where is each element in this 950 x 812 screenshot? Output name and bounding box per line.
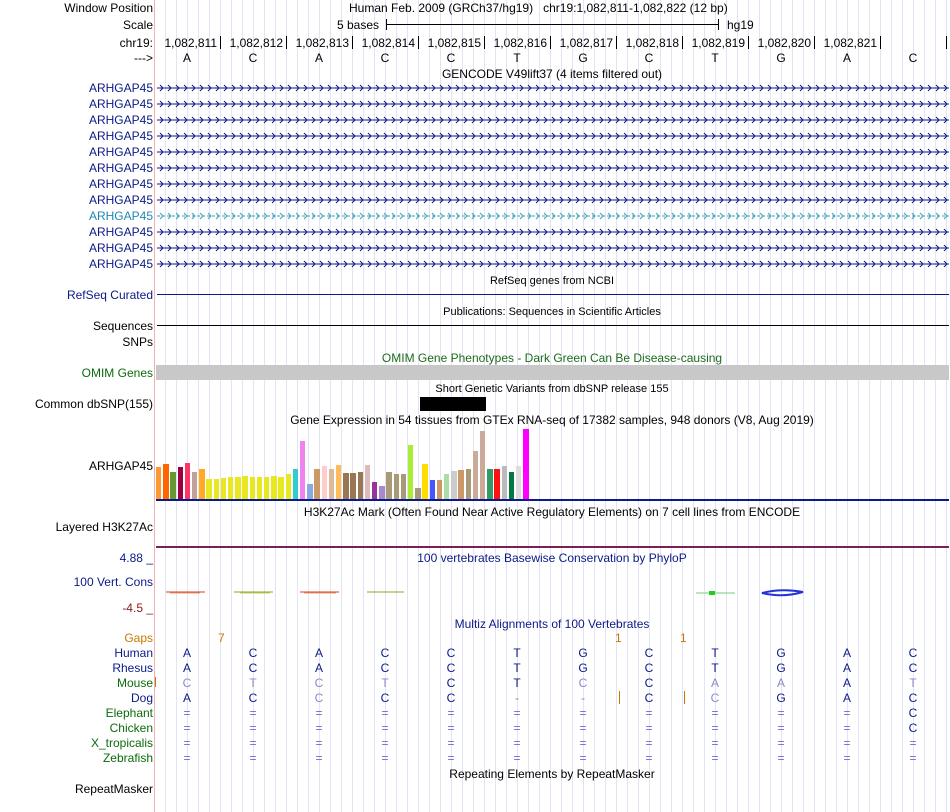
reference-base[interactable]: G: [776, 51, 786, 65]
gap-mark: [619, 691, 620, 704]
gtex-title[interactable]: Gene Expression in 54 tissues from GTEx RNA-seq of 17382 samples, 948 donors (V8, Aug 2019): [290, 413, 814, 427]
multiz-base: =: [249, 721, 257, 735]
h3k27ac-label[interactable]: Layered H3K27Ac: [55, 520, 153, 534]
multiz-base: =: [447, 721, 455, 735]
multiz-base: =: [579, 736, 587, 750]
multiz-base: =: [249, 706, 257, 720]
multiz-base: C: [248, 646, 258, 660]
ruler-coordinate: 1,082,815: [427, 36, 481, 50]
multiz-base: T: [249, 676, 257, 690]
phylop-min: -4.5 _: [122, 601, 153, 615]
multiz-base: =: [381, 721, 389, 735]
dbsnp-title[interactable]: Short Genetic Variants from dbSNP release 155: [435, 383, 669, 395]
multiz-base: =: [183, 721, 191, 735]
gap-mark: [684, 691, 685, 704]
gencode-gene-label[interactable]: ARHGAP45: [88, 161, 153, 175]
gencode-gene-label[interactable]: ARHGAP45: [88, 113, 153, 127]
gencode-gene-label[interactable]: ARHGAP45: [88, 257, 153, 271]
multiz-base: C: [908, 661, 918, 675]
multiz-base: =: [645, 721, 653, 735]
multiz-base: =: [447, 736, 455, 750]
multiz-base: T: [909, 676, 917, 690]
multiz-base: C: [644, 661, 654, 675]
ruler-coordinate: 1,082,818: [625, 36, 679, 50]
ruler-coordinate: 1,082,812: [229, 36, 283, 50]
gap-count: 1: [680, 631, 687, 645]
multiz-base: =: [381, 706, 389, 720]
multiz-base: =: [579, 751, 587, 765]
multiz-species-label[interactable]: Zebrafish: [102, 751, 153, 765]
multiz-base: =: [183, 751, 191, 765]
omim-title[interactable]: OMIM Gene Phenotypes - Dark Green Can Be Disease-causing: [381, 351, 723, 365]
reference-base[interactable]: T: [513, 51, 521, 65]
reference-base[interactable]: A: [842, 51, 851, 65]
multiz-species-label[interactable]: Dog: [130, 691, 153, 705]
phylop-max: 4.88 _: [119, 551, 153, 565]
multiz-species-label[interactable]: Rhesus: [112, 661, 153, 675]
reference-base[interactable]: A: [182, 51, 191, 65]
repeatmasker-label[interactable]: RepeatMasker: [74, 782, 153, 796]
multiz-base: =: [513, 706, 521, 720]
multiz-base: =: [909, 736, 917, 750]
gencode-title[interactable]: GENCODE V49lift37 (4 items filtered out): [441, 67, 663, 81]
multiz-base: =: [513, 736, 521, 750]
multiz-base: C: [446, 646, 456, 660]
multiz-base: -: [515, 691, 519, 705]
multiz-base: =: [711, 736, 719, 750]
multiz-base: G: [776, 691, 786, 705]
reference-base[interactable]: C: [446, 51, 456, 65]
phylop-title[interactable]: 100 vertebrates Basewise Conservation by PhyloP: [417, 551, 687, 565]
multiz-base: C: [380, 646, 390, 660]
multiz-base: C: [314, 676, 324, 690]
multiz-base: T: [711, 661, 719, 675]
gencode-gene-label[interactable]: ARHGAP45: [88, 97, 153, 111]
multiz-base: C: [380, 661, 390, 675]
multiz-base: =: [579, 721, 587, 735]
ruler-coordinate: 1,082,819: [691, 36, 745, 50]
multiz-base: =: [513, 751, 521, 765]
multiz-base: =: [381, 736, 389, 750]
multiz-base: -: [581, 691, 585, 705]
window-position-label: Window Position: [64, 1, 153, 15]
multiz-base: C: [446, 691, 456, 705]
multiz-base: =: [711, 721, 719, 735]
phylop-label[interactable]: 100 Vert. Cons: [73, 575, 153, 589]
multiz-base: C: [248, 661, 258, 675]
multiz-base: T: [711, 646, 719, 660]
multiz-base: =: [777, 751, 785, 765]
scale-text: 5 bases: [337, 18, 380, 32]
phylop-mark: [709, 591, 715, 595]
refseq-label[interactable]: RefSeq Curated: [66, 288, 153, 302]
gencode-gene-label[interactable]: ARHGAP45: [88, 193, 153, 207]
multiz-base: C: [578, 676, 588, 690]
multiz-base: A: [776, 676, 785, 690]
multiz-base: A: [314, 646, 323, 660]
gap-mark: [155, 677, 156, 687]
multiz-base: =: [249, 736, 257, 750]
gtex-label[interactable]: ARHGAP45: [88, 459, 153, 473]
multiz-base: A: [842, 691, 851, 705]
multiz-base: =: [381, 751, 389, 765]
gencode-gene-label[interactable]: ARHGAP45: [88, 81, 153, 95]
multiz-base: A: [842, 661, 851, 675]
multiz-species-label[interactable]: X_tropicalis: [90, 736, 153, 750]
multiz-base: =: [843, 751, 851, 765]
reference-base[interactable]: C: [248, 51, 258, 65]
multiz-base: =: [315, 751, 323, 765]
multiz-base: =: [843, 736, 851, 750]
multiz-base: =: [249, 751, 257, 765]
multiz-base: C: [908, 691, 918, 705]
multiz-base: =: [645, 751, 653, 765]
assembly-name: Human Feb. 2009 (GRCh37/hg19): [349, 1, 534, 15]
dbsnp-label[interactable]: Common dbSNP(155): [34, 397, 153, 411]
multiz-species-label[interactable]: Mouse: [116, 676, 153, 690]
ruler-coordinate: 1,082,816: [493, 36, 547, 50]
multiz-base: =: [315, 736, 323, 750]
multiz-base: A: [182, 661, 191, 675]
multiz-base: C: [710, 691, 720, 705]
gaps-label[interactable]: Gaps: [124, 631, 153, 645]
scale-label: Scale: [122, 18, 153, 32]
gencode-gene-label[interactable]: ARHGAP45: [88, 241, 153, 255]
multiz-base: C: [644, 646, 654, 660]
multiz-base: =: [645, 736, 653, 750]
multiz-base: C: [314, 691, 324, 705]
gap-count: 1: [615, 631, 622, 645]
gap-count: 7: [218, 631, 225, 645]
ruler-coordinate: 1,082,811: [164, 36, 217, 50]
multiz-base: =: [711, 706, 719, 720]
assembly-label: hg19: [727, 18, 754, 32]
multiz-base: T: [381, 676, 389, 690]
reference-base[interactable]: C: [644, 51, 654, 65]
reference-base[interactable]: T: [711, 51, 719, 65]
multiz-base: C: [446, 676, 456, 690]
ruler-coordinate: 1,082,821: [823, 36, 877, 50]
multiz-base: =: [447, 751, 455, 765]
multiz-base: C: [644, 676, 654, 690]
snps-label[interactable]: SNPs: [122, 335, 153, 349]
publications-label[interactable]: Sequences: [92, 319, 153, 333]
multiz-base: C: [644, 691, 654, 705]
multiz-base: A: [710, 676, 719, 690]
gencode-gene-label[interactable]: ARHGAP45: [88, 177, 153, 191]
multiz-base: A: [842, 646, 851, 660]
ruler-coordinate: 1,082,814: [361, 36, 415, 50]
multiz-base: G: [776, 661, 786, 675]
multiz-base: G: [776, 646, 786, 660]
multiz-base: A: [182, 646, 191, 660]
gencode-gene-label[interactable]: ARHGAP45: [88, 129, 153, 143]
multiz-base: A: [842, 676, 851, 690]
strand-label: --->: [134, 51, 153, 65]
omim-label[interactable]: OMIM Genes: [81, 366, 153, 380]
multiz-base: =: [777, 721, 785, 735]
multiz-title[interactable]: Multiz Alignments of 100 Vertebrates: [454, 617, 650, 631]
multiz-base: =: [645, 706, 653, 720]
ruler-coordinate: 1,082,820: [757, 36, 811, 50]
gencode-gene-label[interactable]: ARHGAP45: [88, 209, 153, 223]
gencode-gene-label[interactable]: ARHGAP45: [88, 145, 153, 159]
multiz-base: =: [777, 706, 785, 720]
multiz-base: =: [183, 706, 191, 720]
multiz-base: A: [314, 661, 323, 675]
multiz-base: T: [513, 661, 521, 675]
multiz-base: C: [380, 691, 390, 705]
multiz-base: T: [513, 676, 521, 690]
multiz-base: =: [315, 721, 323, 735]
multiz-species-label[interactable]: Elephant: [105, 706, 153, 720]
multiz-base: C: [908, 721, 918, 735]
multiz-base: =: [579, 706, 587, 720]
multiz-base: C: [908, 646, 918, 660]
multiz-species-label[interactable]: Chicken: [109, 721, 153, 735]
multiz-base: =: [447, 706, 455, 720]
phylop-mark: [762, 590, 803, 595]
multiz-base: T: [513, 646, 521, 660]
multiz-base: =: [843, 721, 851, 735]
ruler-coordinate: 1,082,817: [559, 36, 613, 50]
multiz-base: G: [578, 661, 588, 675]
multiz-base: =: [183, 736, 191, 750]
multiz-base: C: [248, 691, 258, 705]
multiz-base: G: [578, 646, 588, 660]
multiz-base: =: [711, 751, 719, 765]
publications-title[interactable]: Publications: Sequences in Scientific Articles: [443, 306, 661, 318]
multiz-species-label[interactable]: Human: [114, 646, 153, 660]
reference-base[interactable]: G: [578, 51, 588, 65]
chrom-label: chr19:: [119, 36, 153, 50]
multiz-base: =: [513, 721, 521, 735]
repeatmasker-title[interactable]: Repeating Elements by RepeatMasker: [449, 767, 655, 781]
ruler-coordinate: 1,082,813: [295, 36, 349, 50]
multiz-base: =: [777, 736, 785, 750]
position-readout[interactable]: chr19:1,082,811-1,082,822 (12 bp): [543, 1, 728, 15]
multiz-base: C: [908, 706, 918, 720]
gencode-gene-label[interactable]: ARHGAP45: [88, 225, 153, 239]
multiz-base: =: [315, 706, 323, 720]
multiz-base: A: [182, 691, 191, 705]
multiz-base: C: [446, 661, 456, 675]
reference-base[interactable]: C: [380, 51, 390, 65]
multiz-base: =: [909, 751, 917, 765]
multiz-base: C: [182, 676, 192, 690]
h3k27ac-title[interactable]: H3K27Ac Mark (Often Found Near Active Regulatory Elements) on 7 cell lines from ENCODE: [303, 505, 801, 519]
reference-base[interactable]: C: [908, 51, 918, 65]
reference-base[interactable]: A: [314, 51, 323, 65]
multiz-base: =: [843, 706, 851, 720]
refseq-title[interactable]: RefSeq genes from NCBI: [489, 275, 615, 287]
